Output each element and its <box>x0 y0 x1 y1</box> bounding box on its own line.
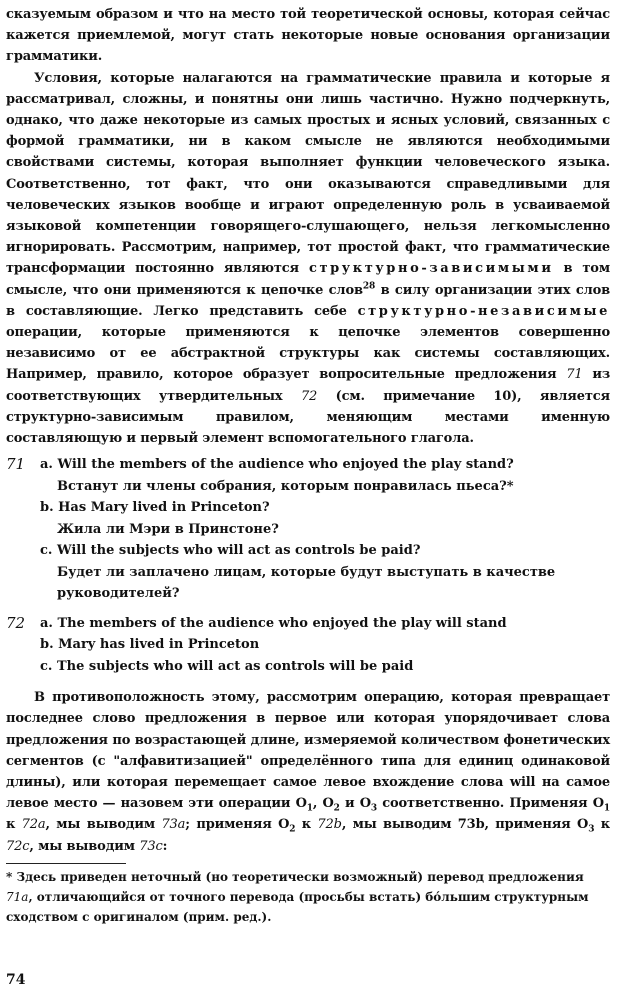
example-71c-translation-1: Будет ли заплачено лицам, которые будут выступать в качестве <box>57 564 556 580</box>
paragraph-3-text: В противоположность этому, рассмотрим операцию, которая превращает последнее слово предложения в первое или которая упорядочивает слова предложения по возрастающей длине, измеряемой количеством фонетических сегментов (с "алфавитизацией" определённого типа для единиц одинаковой длины), или которая перемещает самое левое вхождение слова will на самое левое место — назовем эти операции O <box>6 690 610 812</box>
example-ref: 73a <box>161 817 186 833</box>
subscript: 1 <box>603 803 610 814</box>
subscript: 1 <box>306 803 313 814</box>
example-72 <box>6 613 610 678</box>
paragraph-3-text: к <box>6 817 22 833</box>
example-72-number: 72 <box>6 613 26 632</box>
example-ref-71: 71 <box>566 367 583 383</box>
footnote-ref-28: 28 <box>362 281 376 292</box>
subscript: 2 <box>289 825 296 836</box>
example-72b: b. Mary has lived in Princeton <box>40 637 260 653</box>
example-71c: c. Will the subjects who will act as controls be paid? <box>40 543 421 559</box>
paragraph-1: сказуемым образом и что на место той теоретической основы, которая сейчас кажется приемлемой, могут стать некоторые новые основания организации грамматики. <box>6 7 610 65</box>
paragraph-3-text: к <box>295 817 318 833</box>
example-72c: c. The subjects who will act as controls will be paid <box>40 658 414 674</box>
paragraph-3-text: и O <box>339 796 371 812</box>
example-71a-translation: Встанут ли члены собрания, которым понравилась пьеса?* <box>57 478 514 494</box>
paragraph-3-text: к <box>594 817 610 833</box>
example-ref: 72c <box>6 838 30 854</box>
paragraph-2-text-3: в силу организации этих слов в составляющие. Легко представить себе <box>6 282 610 319</box>
example-71-number: 71 <box>6 455 26 474</box>
footnote-divider <box>6 863 126 864</box>
footnote-example-ref: 71a <box>6 889 29 904</box>
subscript: 3 <box>588 825 595 836</box>
example-72a: a. The members of the audience who enjoyed the play will stand <box>40 615 507 631</box>
paragraph-3-text: , мы выводим <box>29 838 140 854</box>
spaced-term-structure-independent: структурно-независимые <box>357 303 610 319</box>
footnote-text: * Здесь приведен неточный (но теоретически возможный) перевод предложения <box>6 869 584 884</box>
footnote-text: , отличающийся от точного перевода (просьбы встать) бо́льшим структурным сходством с оригиналом (прим. ред.). <box>6 889 589 924</box>
example-71c-translation-2: руководителей? <box>57 586 180 602</box>
paragraph-2-text-4: операции, которые применяются к цепочке элементов совершенно независимо от ее абстрактной структуры как системы составляющих. Например, правило, которое образует вопросительные предложения <box>6 325 610 383</box>
paragraph-3-text: , мы выводим 73b, применяя O <box>341 817 589 833</box>
subscript: 3 <box>370 803 378 814</box>
page-number: 74 <box>6 972 26 988</box>
example-71a: a. Will the members of the audience who enjoyed the play stand? <box>40 457 514 473</box>
spaced-term-structure-dependent: структурно-зависимыми <box>308 261 554 277</box>
paragraph-3-text: ; применяя O <box>185 817 290 833</box>
example-71b: b. Has Mary lived in Princeton? <box>40 500 270 516</box>
example-71 <box>6 454 610 605</box>
paragraph-3-text: : <box>162 838 168 854</box>
example-71b-translation: Жила ли Мэри в Принстоне? <box>57 521 279 537</box>
example-ref: 73c <box>139 838 163 854</box>
paragraph-3-text: , O <box>312 796 334 812</box>
example-ref: 72a <box>21 817 46 833</box>
subscript: 2 <box>333 803 340 814</box>
example-ref-72: 72 <box>300 388 318 404</box>
paragraph-2-text-5: из соответствующих утвердительных <box>6 367 610 404</box>
paragraph-2-text-6: (см. примечание 10), является структурно-зависимым правилом, меняющим местами именную составляющую и первый элемент вспомогательного глагола. <box>6 388 610 447</box>
footnote <box>6 867 610 927</box>
paragraph-3-text: соответственно. Применяя O <box>377 796 604 812</box>
paragraph-2-text-1: Условия, которые налагаются на грамматические правила и которые я рассматривал, сложны, и понятны они лишь частично. Нужно подчеркнуть, однако, что даже некоторые из самых простых и ясных условий, связанных с формой грамматики, ни в каком смысле не являются необходимыми свойствами системы, которая выполняет функции человеческого языка. Соответственно, тот факт, что они оказываются справедливыми для человеческих языков вообще и играют определенную роль в усваиваемой языковой компетенции говорящего-слушающего, нельзя легкомысленно игнорировать. Рассмотрим, например, тот простой факт, что грамматические трансформации постоянно являются <box>6 70 610 277</box>
paragraph-3-text: , мы выводим <box>45 817 162 833</box>
example-ref: 72b <box>317 817 342 833</box>
paragraph-2 <box>6 68 610 450</box>
paragraph-2-text-2: в том смысле, что они применяются к цепочке слов <box>6 261 610 298</box>
paragraph-3 <box>6 687 610 857</box>
